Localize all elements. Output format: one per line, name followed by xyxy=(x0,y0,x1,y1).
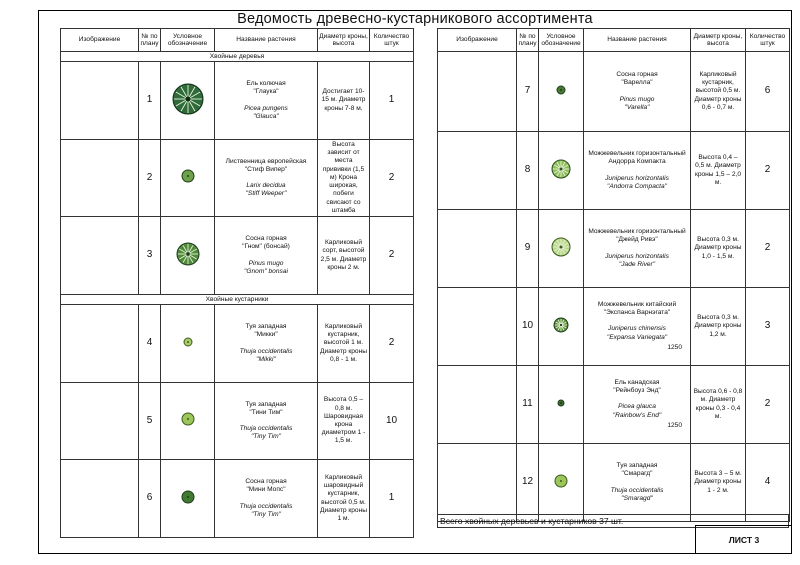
plant-name xyxy=(215,305,318,383)
plant-photo xyxy=(61,305,139,383)
quantity: 2 xyxy=(370,305,414,383)
table-row xyxy=(61,62,414,140)
plant-name-ru: Туя западная xyxy=(616,462,658,470)
quantity: 2 xyxy=(370,140,414,217)
header-crown: Диаметр кроны, высота xyxy=(691,29,746,52)
plant-code: 1250 xyxy=(667,343,682,351)
plant-cultivar-lat: "Rainbow's End" xyxy=(612,411,662,419)
quantity: 1 xyxy=(370,62,414,140)
plan-number: 9 xyxy=(517,210,539,288)
plant-cultivar-lat: "Mikki" xyxy=(256,355,276,363)
header-qty: Количество штук xyxy=(746,29,790,52)
quantity: 4 xyxy=(746,444,790,522)
plan-symbol-icon xyxy=(161,383,215,460)
plan-symbol-icon xyxy=(539,366,584,444)
plant-cultivar-lat: "Expansa Variegata" xyxy=(606,333,668,341)
plan-number: 12 xyxy=(517,444,539,522)
plant-photo xyxy=(61,140,139,217)
plan-symbol-icon xyxy=(161,460,215,538)
quantity: 2 xyxy=(746,366,790,444)
plant-cultivar-ru: Андорра Компакта xyxy=(608,158,666,166)
plant-name-ru: Туя западная xyxy=(245,400,287,408)
table-row xyxy=(438,444,790,522)
quantity: 2 xyxy=(370,217,414,295)
plant-cultivar-ru: "Джейд Ривэ" xyxy=(616,236,658,244)
plant-name-ru: Сосна горная xyxy=(245,478,287,486)
plant-photo xyxy=(61,62,139,140)
table-row xyxy=(438,366,790,444)
header-row xyxy=(438,29,790,52)
crown-size: Высота 0,4 – 0,5 м. Диаметр кроны 1,5 – 2,0 м. xyxy=(691,132,746,210)
plant-name-lat: Juniperus horizontalis xyxy=(605,174,669,182)
plant-name-lat: Picea pungens xyxy=(244,104,288,112)
plant-name xyxy=(584,366,691,444)
plant-name-lat: Juniperus horizontalis xyxy=(605,252,669,260)
plan-number: 4 xyxy=(139,305,161,383)
plant-code: 1250 xyxy=(667,421,682,429)
crown-size: Карликовый кустарник, высотой 1 м. Диаметр кроны 0,8 - 1 м. xyxy=(318,305,370,383)
section-title: Хвойные деревья xyxy=(61,52,414,62)
plant-name-ru: Можжевельник китайский xyxy=(597,300,677,308)
plant-name-ru: Лиственница европейская xyxy=(225,157,307,165)
sheet-stamp: ЛИСТ 3 xyxy=(695,525,792,554)
plant-cultivar-ru: "Рейнбоуз Энд" xyxy=(613,387,661,395)
plan-number: 3 xyxy=(139,217,161,295)
plant-photo xyxy=(438,366,517,444)
header-num: № по плану xyxy=(139,29,161,52)
left-plant-table xyxy=(60,28,414,538)
plant-cultivar-lat: "Varella" xyxy=(624,103,650,111)
plant-cultivar-lat: "Tiny Tim" xyxy=(251,510,281,518)
plant-cultivar-lat: "Smaragd" xyxy=(621,494,653,502)
header-row xyxy=(61,29,414,52)
plant-name xyxy=(584,444,691,522)
table-row xyxy=(438,52,790,132)
plant-cultivar-ru: "Гном" (бонсай) xyxy=(242,243,290,251)
plant-photo xyxy=(438,444,517,522)
plant-cultivar-lat: "Stiff Weeper" xyxy=(245,190,287,198)
plant-cultivar-ru: "Микки" xyxy=(254,331,278,339)
plant-name-lat: Thuja occidentalis xyxy=(239,347,293,355)
quantity: 6 xyxy=(746,52,790,132)
quantity: 2 xyxy=(746,132,790,210)
crown-size: Достигает 10-15 м. Диаметр кроны 7-8 м. xyxy=(318,62,370,140)
header-name: Название растения xyxy=(215,29,318,52)
quantity: 3 xyxy=(746,288,790,366)
quantity: 2 xyxy=(746,210,790,288)
plant-name-ru: Ель канадская xyxy=(614,378,660,386)
plant-name-lat: Thuja occidentalis xyxy=(239,502,293,510)
plan-symbol-icon xyxy=(161,62,215,140)
section-title: Хвойные кустарники xyxy=(61,295,414,305)
plant-name-ru: Можжевельник горизонтальный xyxy=(588,150,686,158)
quantity: 10 xyxy=(370,383,414,460)
plant-name xyxy=(215,217,318,295)
plant-cultivar-ru: "Смарагд" xyxy=(621,470,653,478)
plant-name-ru: Туя западная xyxy=(245,323,287,331)
plan-symbol-icon xyxy=(539,52,584,132)
plant-cultivar-ru: "Мини Мопс" xyxy=(246,486,286,494)
plant-name-lat: Pinus mugo xyxy=(248,259,284,267)
plan-symbol-icon xyxy=(161,140,215,217)
plan-number: 1 xyxy=(139,62,161,140)
plan-symbol-icon xyxy=(539,132,584,210)
plan-symbol-icon xyxy=(539,444,584,522)
plant-name-lat: Thuja occidentalis xyxy=(610,486,664,494)
plant-cultivar-lat: "Gnom" bonsai xyxy=(244,267,288,275)
crown-size: Высота 3 – 5 м. Диаметр кроны 1 - 2 м. xyxy=(691,444,746,522)
plant-name xyxy=(584,288,691,366)
section-row xyxy=(61,295,414,305)
plant-name xyxy=(215,62,318,140)
plant-cultivar-lat: "Glauca" xyxy=(253,112,279,120)
plant-name xyxy=(584,210,691,288)
plant-name xyxy=(584,132,691,210)
header-crown: Диаметр кроны, высота xyxy=(318,29,370,52)
header-num: № по плану xyxy=(517,29,539,52)
header-qty: Количество штук xyxy=(370,29,414,52)
plant-name-lat: Picea glauca xyxy=(618,403,656,411)
plan-number: 11 xyxy=(517,366,539,444)
plan-number: 6 xyxy=(139,460,161,538)
plant-photo xyxy=(61,460,139,538)
plant-cultivar-ru: "Экспанса Варнэгата" xyxy=(603,309,671,317)
crown-size: Высота 0,3 м. Диаметр кроны 1,2 м. xyxy=(691,288,746,366)
table-row xyxy=(61,305,414,383)
plant-name-lat: Pinus mugo xyxy=(619,95,655,103)
table-row xyxy=(61,383,414,460)
crown-size: Высота 0,6 - 0,8 м. Диаметр кроны 0,3 - 0,4 м. xyxy=(691,366,746,444)
plant-name-ru: Сосна горная xyxy=(245,235,287,243)
plant-name-lat: Juniperus chinensis xyxy=(608,325,666,333)
table-row xyxy=(438,132,790,210)
crown-size: Карликовый сорт, высотой 2,5 м. Диаметр кроны 2 м. xyxy=(318,217,370,295)
page-title: Ведомость древесно-кустарникового ассортимента xyxy=(237,11,593,27)
plan-symbol-icon xyxy=(161,217,215,295)
plan-symbol-icon xyxy=(161,305,215,383)
plan-number: 10 xyxy=(517,288,539,366)
plan-symbol-icon xyxy=(539,210,584,288)
plant-name xyxy=(584,52,691,132)
plant-cultivar-ru: "Варелла" xyxy=(621,79,653,87)
header-image: Изображение xyxy=(61,29,139,52)
plan-number: 2 xyxy=(139,140,161,217)
plant-name xyxy=(215,460,318,538)
plant-photo xyxy=(61,217,139,295)
plant-photo xyxy=(438,288,517,366)
plant-name xyxy=(215,140,318,217)
table-row xyxy=(61,217,414,295)
table-row xyxy=(438,288,790,366)
plant-name-ru: Сосна горная xyxy=(616,71,658,79)
plant-photo xyxy=(61,383,139,460)
crown-size: Высота зависит от места прививки (1,5 м) Крона широкая, побеги свисают со штамба xyxy=(318,140,370,217)
table-row xyxy=(438,210,790,288)
section-row xyxy=(61,52,414,62)
plant-cultivar-lat: "Andorra Compacta" xyxy=(606,182,668,190)
header-symbol: Условное обозначение xyxy=(161,29,215,52)
plant-photo xyxy=(438,52,517,132)
plant-name xyxy=(215,383,318,460)
plant-photo xyxy=(438,132,517,210)
plant-name-lat: Larix decidua xyxy=(246,182,286,189)
plant-name-lat: Thuja occidentalis xyxy=(239,425,293,432)
plant-name-ru: Можжевельник горизонтальный xyxy=(588,228,686,236)
plan-symbol-icon xyxy=(539,288,584,366)
header-image: Изображение xyxy=(438,29,517,52)
table-row xyxy=(61,140,414,217)
plan-number: 5 xyxy=(139,383,161,460)
plant-cultivar-lat: "Tiny Tim" xyxy=(251,433,281,441)
plant-cultivar-ru: "Глаука" xyxy=(253,88,279,96)
plan-number: 8 xyxy=(517,132,539,210)
right-plant-table xyxy=(437,28,790,522)
quantity: 1 xyxy=(370,460,414,538)
plan-number: 7 xyxy=(517,52,539,132)
crown-size: Карликовый кустарник, высотой 0,5 м. Диаметр кроны 0,6 - 0,7 м. xyxy=(691,52,746,132)
header-symbol: Условное обозначение xyxy=(539,29,584,52)
crown-size: Высота 0,5 – 0,8 м. Шаровидная крона диаметром 1 - 1,5 м. xyxy=(318,383,370,460)
plant-cultivar-ru: "Тини Тим" xyxy=(249,408,283,416)
plant-cultivar-ru: "Стиф Випер" xyxy=(244,165,288,173)
table-row xyxy=(61,460,414,538)
total-summary: Всего хвойных деревьев и кустарников 37 шт. xyxy=(437,514,789,528)
plant-cultivar-lat: "Jade River" xyxy=(618,260,656,268)
plant-photo xyxy=(438,210,517,288)
header-name: Название растения xyxy=(584,29,691,52)
plant-name-ru: Ель колючая xyxy=(246,80,286,88)
crown-size: Высота 0,3 м. Диаметр кроны 1,0 - 1,5 м. xyxy=(691,210,746,288)
crown-size: Карликовый шаровидный кустарник, высотой 0,5 м. Диаметр кроны 1 м. xyxy=(318,460,370,538)
